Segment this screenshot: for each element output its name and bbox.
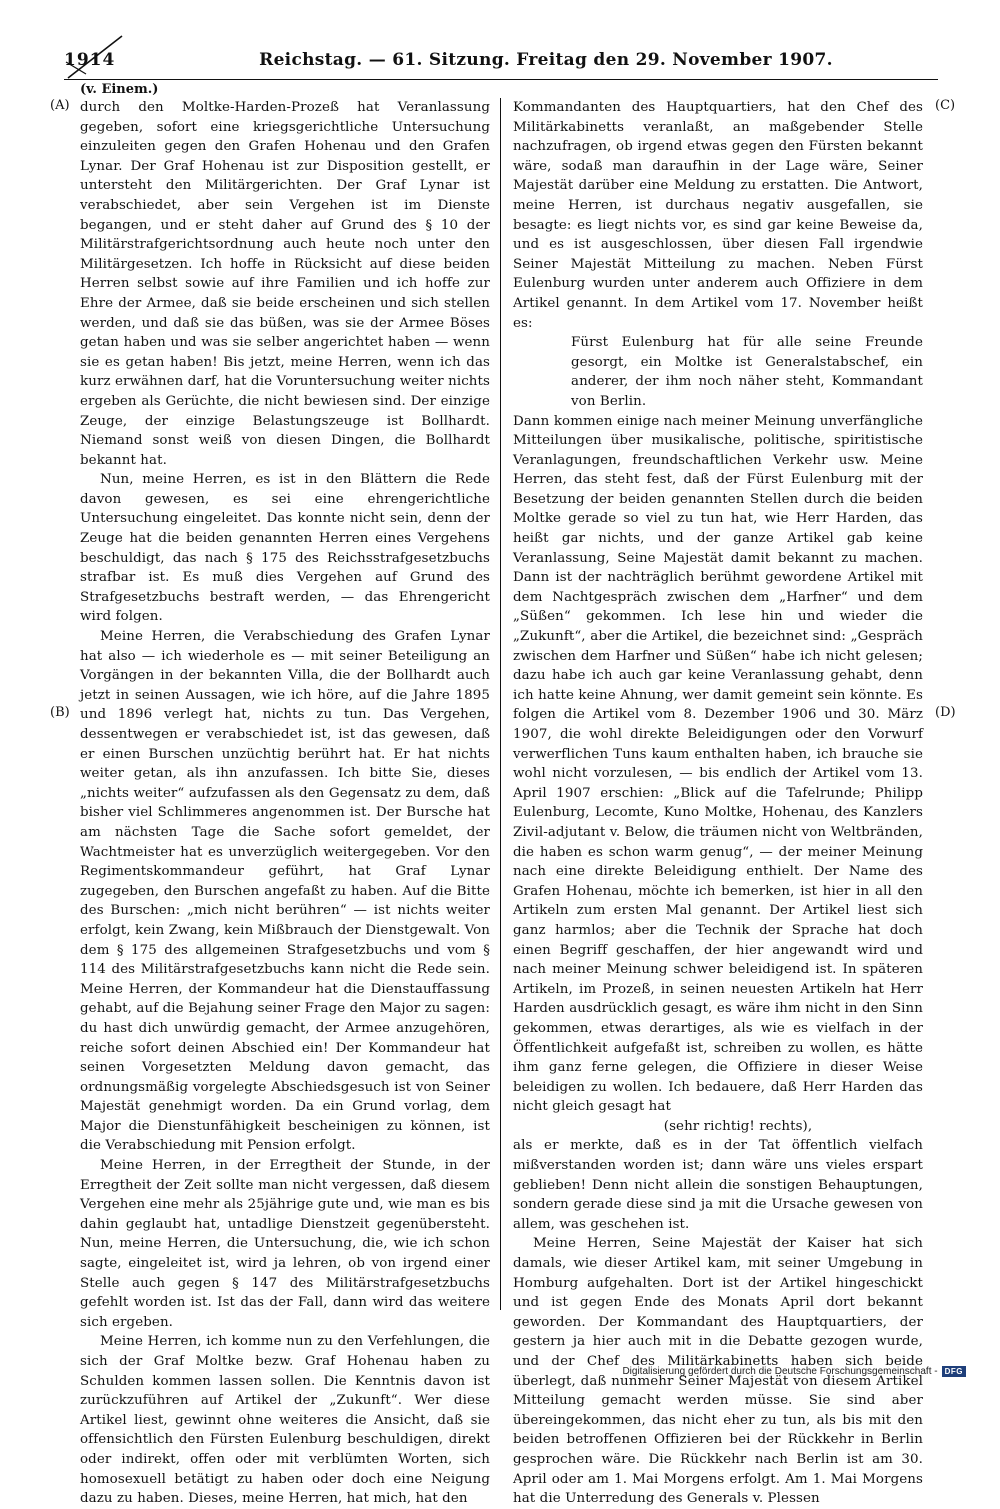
margin-marker-a: (A)	[50, 98, 70, 113]
margin-marker-b: (B)	[50, 705, 70, 720]
paragraph: Dann kommen einige nach meiner Meinung unverfängliche Mitteilungen über musikalische, politische, spiritistische Veranlagungen, freundschaftlichen Verkehr usw. Meine Herren, das steht fest, daß der Fürst Eulenburg mit der Besetzung der beiden genannten Stellen durch die beiden Moltke gerade so viel zu tun hat, wie Herr Harden, das heißt gar nichts, und der ganze Artikel gab keine Veranlassung, Seine Majestät damit bekannt zu machen. Dann ist der nachträglich berühmt gewordene Artikel mit dem Nachtgespräch zwischen dem „Harfner“ und dem „Süßen“ gekommen. Ich lese hin und wieder die „Zukunft“, aber die Artikel, die bezeichnet sind: „Gespräch zwischen dem Harfner und Süßen“ habe ich nicht gelesen; dazu habe ich auch gar keine Veranlassung gehabt, denn ich hatte keine Ahnung, wer damit gemeint sein könnte. Es folgen die Artikel vom 8. Dezember 1906 und 30. März 1907, die wohl direkte Beleidigungen oder den Vorwurf verwerflichen Tuns kaum enthalten haben, ich brauche sie wohl nicht vorzulesen, — bis endlich der Artikel vom 13. April 1907 erschien: „Blick auf die Tafelrunde; Philipp Eulenburg, Lecomte, Kuno Moltke, Hohenau, des Kanzlers Zivil-adjutant v. Below, die träumen nicht von Weltbränden, die haben es schon warm genug“, — der meiner Meinung nach eine direkte Beleidigung enthielt. Der Name des Grafen Hohenau, möchte ich bemerken, ist hier in all den Artikeln zum ersten Mal genannt. Der Artikel liest sich ganz harmlos; aber die Technik der Sprache hat doch einen Begriff geschaffen, der hier angewandt wird und nach meiner Meinung schwer beleidigend ist. In späteren Artikeln, im Prozeß, in seinen neuesten Artikeln hat Herr Harden ausdrücklich gesagt, es wäre ihm nicht in den Sinn gekommen, etwas derartiges, als wie es vielfach in der Öffentlichkeit aufgefaßt ist, schreiben zu wollen, es hätte ihm ganz ferne gelegen, die Offiziere in dieser Weise beleidigen zu wollen. Ich bedauere, daß Herr Harden das nicht gleich gesagt hat	[513, 413, 923, 1115]
left-column	[80, 98, 490, 1507]
footer-text: Digitalisierung gefördert durch die Deutsche Forschungsgemeinschaft -	[622, 1366, 938, 1377]
interjection: (sehr richtig! rechts),	[663, 1118, 813, 1134]
speaker-tag: (v. Einem.)	[80, 82, 159, 97]
margin-marker-c: (C)	[935, 98, 956, 113]
page-header	[64, 50, 938, 76]
paragraph: Nun, meine Herren, es ist in den Blättern die Rede davon gewesen, es sei eine ehrengerichtliche Untersuchung eingeleitet. Das konnte nicht sein, denn der Zeuge hat die beiden genannten Herren eines Vergehens beschuldigt, das nach § 175 des Reichsstrafgesetzbuchs strafbar ist. Es muß dies Vergehen auf Grund des Strafgesetzbuchs bestraft werden, — das Ehrengericht wird folgen.	[80, 472, 490, 625]
paragraph: Meine Herren, die Verabschiedung des Grafen Lynar hat also — ich wiederhole es — mit seiner Beteiligung an Vorgängen in der bekannten Villa, die der Bollhardt auch jetzt in seinen Aussagen, wie ich höre, auf die Jahre 1895 und 1896 verlegt hat, nichts zu tun. Das Vergehen, dessentwegen er verabschiedet ist, ist das gewesen, daß er einen Burschen unzüchtig berührt hat. Er hat nichts weiter getan, als ihn anzufassen. Ich bitte Sie, dieses „nichts weiter“ aufzufassen als den Gegensatz zu dem, daß bisher viel Schlimmeres angenommen ist. Der Bursche hat am nächsten Tage die Sache sofort gemeldet, der Wachtmeister hat es unverzüglich weitergegeben. Vor den Regimentskommandeur geführt, hat Graf Lynar zugegeben, den Burschen angefaßt zu haben. Auf die Bitte des Burschen: „mich nicht berühren“ — ist nichts weiter erfolgt, kein Zwang, kein Mißbrauch der Dienstgewalt. Von dem § 175 des allgemeinen Strafgesetzbuchs und vom § 114 des Militärstrafgesetzbuchs kann nicht die Rede sein. Meine Herren, der Kommandeur hat die Dienstauffassung gehabt, auf die Bejahung seiner Frage den Major zu sagen: du hast dich unwürdig gemacht, der Armee anzugehören, reiche sofort deinen Abschied ein! Der Kommandeur hat seinen Vorgesetzten Meldung davon gemacht, das ordnungsmäßig vorgelegte Abschiedsgesuch ist von Seiner Majestät genehmigt worden. Da ein Grund vorlag, dem Major die Dienstunfähigkeit bescheinigen zu können, ist die Verabschiedung mit Pension erfolgt.	[80, 629, 490, 1154]
pen-strike-mark	[64, 32, 134, 82]
block-quote: Fürst Eulenburg hat für alle seine Freunde gesorgt, ein Moltke ist Generalstabschef, ein anderer, der ihm noch näher steht, Kommandant von Berlin.	[571, 335, 923, 409]
paragraph: Kommandanten des Hauptquartiers, hat den Chef des Militärkabinetts veranlaßt, an maßgebender Stelle nachzufragen, ob irgend etwas gegen den Fürsten bekannt wäre, sodaß man daraufhin in der Lage wäre, Seiner Majestät darüber eine Meldung zu erstatten. Die Antwort, meine Herren, ist durchaus negativ ausgefallen, sie besagte: es liegt nichts vor, es sind gar keine Beweise da, und es ist ausgeschlossen, über diesen Fall irgendwie Seiner Majestät Mitteilung zu machen. Neben Fürst Eulenburg wurden unter anderem auch Offiziere in dem Artikel genannt. In dem Artikel vom 17. November heißt es:	[513, 100, 923, 331]
paragraph: Meine Herren, ich komme nun zu den Verfehlungen, die sich der Graf Moltke bezw. Graf Hohenau haben zu Schulden kommen lassen sollen. Die Kenntnis davon ist zurückzuführen auf Artikel der „Zukunft“. Wer diese Artikel liest, gewinnt ohne weiteres die Ansicht, daß sie offensichtlich den Fürsten Eulenburg beschuldigen, direkt oder indirekt, offen oder mit verblümten Worten, sich homosexuell betätigt zu haben oder doch eine Neigung dazu zu haben. Dieses, meine Herren, hat mich, hat den	[80, 1334, 490, 1507]
dfg-logo: DFG	[942, 1366, 966, 1377]
header-rule	[64, 79, 938, 80]
page-number: 1914	[64, 50, 116, 70]
footer-credit	[622, 1366, 966, 1377]
paragraph: Meine Herren, in der Erregtheit der Stunde, in der Erregtheit der Zeit sollte man nicht vergessen, daß diesem Vergehen eine mehr als 25jährige gute und, wie man es bis dahin geglaubt hat, untadlige Dienstzeit gegenübersteht. Nun, meine Herren, die Untersuchung, die, wie ich schon sagte, eingeleitet ist, wird ja lehren, ob von irgend einer Stelle auch gegen § 147 des Militärstrafgesetzbuchs gefehlt worden ist. Ist das der Fall, dann wird das weitere sich ergeben.	[80, 1158, 490, 1330]
running-head: Reichstag. — 61. Sitzung. Freitag den 29. November 1907.	[259, 50, 833, 70]
margin-marker-d: (D)	[935, 705, 956, 720]
paragraph: durch den Moltke-Harden-Prozeß hat Veranlassung gegeben, sofort eine kriegsgerichtliche Untersuchung einzuleiten gegen den Grafen Hohenau und den Grafen Lynar. Der Graf Hohenau ist zur Disposition gestellt, er untersteht den Militärgerichten. Der Graf Lynar ist verabschiedet, aber sein Vergehen ist im Dienste begangen, und er steht daher auf Grund des § 10 der Militärstrafgerichtsordnung auch heute noch unter den Militärgesetzen. Ich hoffe in Rücksicht auf diese beiden Herren selbst sowie auf ihre Familien und ich hoffe zur Ehre der Armee, daß sie beide erscheinen und sich stellen werden, und daß sie das büßen, was sie der Armee Böses getan haben und was sie selber angerichtet haben — wenn sie es getan haben! Bis jetzt, meine Herren, wenn ich das kurz erwähnen darf, hat die Voruntersuchung weiter nichts ergeben als Gerüchte, die nicht bewiesen sind. Der einzige Zeuge, der einzige Belastungszeuge ist Bollhardt. Niemand sonst weiß von diesen Dingen, die Bollhardt bekannt hat.	[80, 100, 490, 468]
column-divider	[500, 98, 501, 1310]
paragraph: Meine Herren, Seine Majestät der Kaiser hat sich damals, wie dieser Artikel kam, mit seiner Umgebung in Homburg aufgehalten. Dort ist der Artikel hingeschickt und ist gegen Ende des Monats April dort bekannt geworden. Der Kommandant des Hauptquartiers, der gestern ja hier auch mit in die Debatte gezogen wurde, und der Chef des Militärkabinetts haben sich beide überlegt, daß nunmehr Seiner Majestät von diesem Artikel Mitteilung gemacht werden müsse. Sie sind aber übereingekommen, das nicht eher zu tun, als bis mit den beiden betroffenen Offizieren bei der Rückkehr in Berlin gesprochen wäre. Die Rückkehr nach Berlin ist am 30. April oder am 1. Mai Morgens erfolgt. Am 1. Mai Morgens hat die Unterredung des Generals v. Plessen	[513, 1236, 923, 1507]
paragraph: als er merkte, daß es in der Tat öffentlich vielfach mißverstanden worden ist; dann wäre uns vieles erspart geblieben! Denn nicht allein die sonstigen Behauptungen, sondern gerade diese sind ja mit die Ursache gewesen von allem, was geschehen ist.	[513, 1138, 923, 1232]
